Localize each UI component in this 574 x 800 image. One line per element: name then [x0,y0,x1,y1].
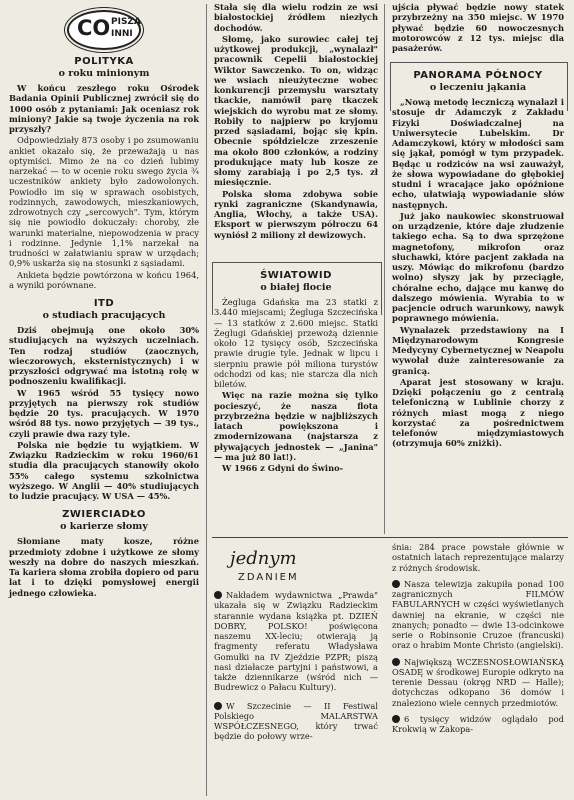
paragraph: Już jako naukowiec skonstruował on urządzenie, które daje złudzenie takiego echa. Są to dwa sprzężone magnetofony, mikrofon oraz słuchawki, które pacjent zakłada na uszy. Mówiąc do mikrofonu (bardzo wolno) słyszy jak by przeciągłe, chóralne echo, dające mu kanwę do dalszego mówienia. Wyrabia to w pacjencie odruch warunkowy, nawyk poprawnego mówienia. [392,210,564,324]
svg-text:ZDANIEM: ZDANIEM [238,572,299,583]
paragraph: Aparat jest stosowany w kraju. Dzięki połączeniu go z centralą telefoniczną w Lublinie chorzy z różnych miast mogą z niego korzystać za pośrednictwem telefonów międzymiastowych (otrzymuja 60% zniżki). [392,376,564,449]
paragraph: Więc na razie można się tylko pocieszyć, że nasza flota przybrzeżna będzie w najbliższych latach powiększona i zmodernizowana (najstarsza z pływających jednostek — „Janina" — ma już 80 lat!). [214,390,378,462]
paragraph: W końcu zeszłego roku Ośrodek Badania Opinii Publicznej zwrócił się do 1000 osób z pytaniami: Jak oceniasz rok miniony? Jakie są twoje życzenia na rok przyszły? [9,83,199,134]
bullet-icon [392,580,400,588]
swiatowid-article [214,270,378,474]
column-rule-1 [206,4,207,796]
column-1 [9,10,199,599]
paragraph: Żegluga Gdańska ma 23 statki z 3.440 miejscami; Żegluga Szczecińska — 13 statków z 2.600 miejsc. Statki Żeglugi Gdańskiej przewożą dziennie około 12 tysięcy osób, Szczecińska prawie drugie tyle. Jednak w lipcu i sierpniu prawie pół miliona turystów odchodzi od kas; nie starcza dla nich biletów. [214,297,378,389]
bullet-icon [392,658,400,666]
section-title-swiatowid: ŚWIATOWID [260,270,332,281]
column-3 [392,2,564,54]
jednym-zdaniem-logo-graphic [226,544,306,584]
svg-text:jednym: jednym [230,548,297,569]
paragraph: Słomiane maty kosze, różne przedmioty zdobne i użytkowe ze słomy weszły na dobre do naszych mieszkań. Ta kariera słoma zrobiła dopiero od paru lat i to dzięki pomysłowej energii jednego człowieka. [9,536,199,598]
paragraph: Polska nie będzie tu wyjątkiem. W Związku Radzieckim w roku 1960/61 studia dla pracujących stanowiły około 55% całego systemu szkolnictwa wyższego. W Anglii — 40% studiujących to ludzie pracujący. W USA — 45%. [9,439,199,501]
section-title-itd: ITD [93,298,115,309]
section-subtitle: o białej flocie [260,282,332,293]
column-rule-2 [384,4,385,534]
section-title-polityka: POLITYKA [74,56,134,67]
paragraph: „Nową metodę leczniczą wynalazł i stosuje dr Adamczyk z Zakładu Fizyki Doświadczalnej na Uniwersytecie Lubelskim. Dr Adamczykowi, który w młodości sam się jąkał, pomógł w tym przypadek. Będąc u rodziców na wsi zauważył, że słowa wypowiadane do głębokiej studni i wracające jako opóźnione echo, ułatwiają wypowiadanie słów następnych. [392,97,564,210]
section-title-panorama: PANORAMA PÓŁNOCY [413,70,543,81]
jednym-bullet-1: Nakładem wydawnictwa „Prawda" ukazała się w Związku Radzieckim starannie wydana książka pt. DZIEŃ DOBRY, POLSKO! poświęcona naszemu XX-leciu; otwierają ją fragmenty referatu Władysława Gomułki na IV Zjeździe PZPR; piszą nasi działacze partyjni i państwowi, a także dziennikarze (wśród nich — Budrewicz o Pałacu Kultury). [214,590,378,693]
jednym-zdaniem-column-1 [214,542,378,743]
section-subtitle: o roku minionym [58,68,150,79]
column-2 [214,2,378,241]
paragraph: Wynalazek przedstawiony na I Międzynarodowym Kongresie Medycyny Cybernetycznej w Neapolu wywołał duże zainteresowanie za granicą. [392,324,564,376]
jednym-bullet-4: Największą WCZESNOSŁOWIAŃSKĄ OSADĘ w środkowej Europie odkryto na terenie Dessau (okręg NRD — Halle); dotychczas odkopano 36 domów i znaleziono wiele cennych przedmiotów. [392,656,564,708]
panorama-article [392,70,564,450]
jednym-zdaniem-column-2 [392,542,564,735]
paragraph: Słomę, jako surowiec całej tej użytkowej produkcji, „wynalazł" pracownik Cepelii białostockiej Wiktor Sawczenko. To on, widząc we wsiach nieużyteczne wobec konkurencji przemysłu warsztaty tkackie, namówił parę tkaczek wiejskich do wyrobu mat ze słomy. Robiły to najpierw po kryjomu przed sąsiadami, bojąc się kpin. Obecnie spółdzielcze zrzeszenie ma około 800 członków, a rodziny produkujące maty lub kosze ze słomy zarabiają i po 2,5 tys. zł miesięcznie. [214,33,378,188]
paragraph: Polska słoma zdobywa sobie rynki zagraniczne (Skandynawia, Anglia, Włochy, a także USA). Eksport w pierwszym półroczu 64 wyniósł 2 miliony zł dewizowych. [214,188,378,240]
co-pisza-inni-logo: CO PISZĄ INNI [67,10,141,50]
section-divider [212,537,568,538]
paragraph: Stała się dla wielu rodzin ze wsi białostockiej źródłem niezłych dochodów. [214,2,378,33]
paragraph: Ankieta będzie powtórzona w końcu 1964, a wyniki porównane. [9,269,199,290]
paragraph: W 1965 wśród 55 tysięcy nowo przyjętych na pierwszy rok studiów będzie 20 tys. pracujących. W 1970 wśród 88 tys. nowo przyjętych — 39 tys., czyli prawie dwa razy tyle. [9,387,199,439]
jednym-bullet-2-continued: śnia: 284 prace powstałe głównie w ostatnich latach reprezentujące malarzy z różnych środowisk. [392,542,564,573]
jednym-zdaniem-logo [226,544,306,584]
section-title-zwierciadlo: ZWIERCIADŁO [62,509,146,521]
bullet-icon [214,591,222,599]
paragraph: Dziś obejmują one około 30% studiujących na wyższych uczelniach. Ten rodzaj studiów (zaocznych, wieczorowych, eksternistycznych) i w przyszłości odgrywać ma istotną rolę w podnoszeniu kwalifikacji. [9,325,199,387]
section-subtitle: o karierze słomy [60,521,148,533]
section-subtitle: o leczeniu jąkania [429,82,527,93]
jednym-bullet-2: W Szczecinie — II Festiwal Polskiego MALARSTWA WSPÓŁCZESNEGO, który trwać będzie do połowy wrze- [214,700,378,742]
bullet-icon [392,715,400,723]
bullet-icon [214,702,222,710]
jednym-bullet-5: 6 tysięcy widzów oglądało pod Krokwią w Zakopa- [392,713,564,734]
jednym-bullet-3: Nasza telewizja zakupiła ponad 100 zagranicznych FILMÓW FABULARNYCH w części wyświetlanych dawniej na ekranie, w części nie znanych; ponadto — dwie 13-odcinkowe serie o Robinsonie Cruzoe (francuski) oraz o hrabim Monte Christo (angielski). [392,578,564,651]
section-subtitle: o studiach pracujących [42,310,166,321]
paragraph: Odpowiedziały 873 osoby i po zsumowaniu ankiet okazało się, że przeważają u nas optymiści. Mimo że na co dzień lubimy narzekać — to w ocenie roku swego życia ¾ uczestników ankiety było zadowolonych. Powiodło im się w sprawach osobistych, rodzinnych, zawodowych, mieszkaniowych, zdrowotnych czy „sercowych". Tym, którym się nie powiodło dokuczały: choroby, złe warunki materialne, niepowodzenia w pracy i rodzinne. Jedynie 1,1% narzekał na trudności w załatwianiu spraw w urzędach; 0,9% uskarża się na stosunki z sąsiadami. [9,135,199,269]
paragraph: ujścia pływać będzie nowy statek przybrzeżny na 350 miejsc. W 1970 pływać będzie 60 nowoczesnych motorowców z 12 tys. miejsc dla pasażerów. [392,2,564,53]
paragraph: W 1966 z Gdyni do Świno- [222,463,344,473]
